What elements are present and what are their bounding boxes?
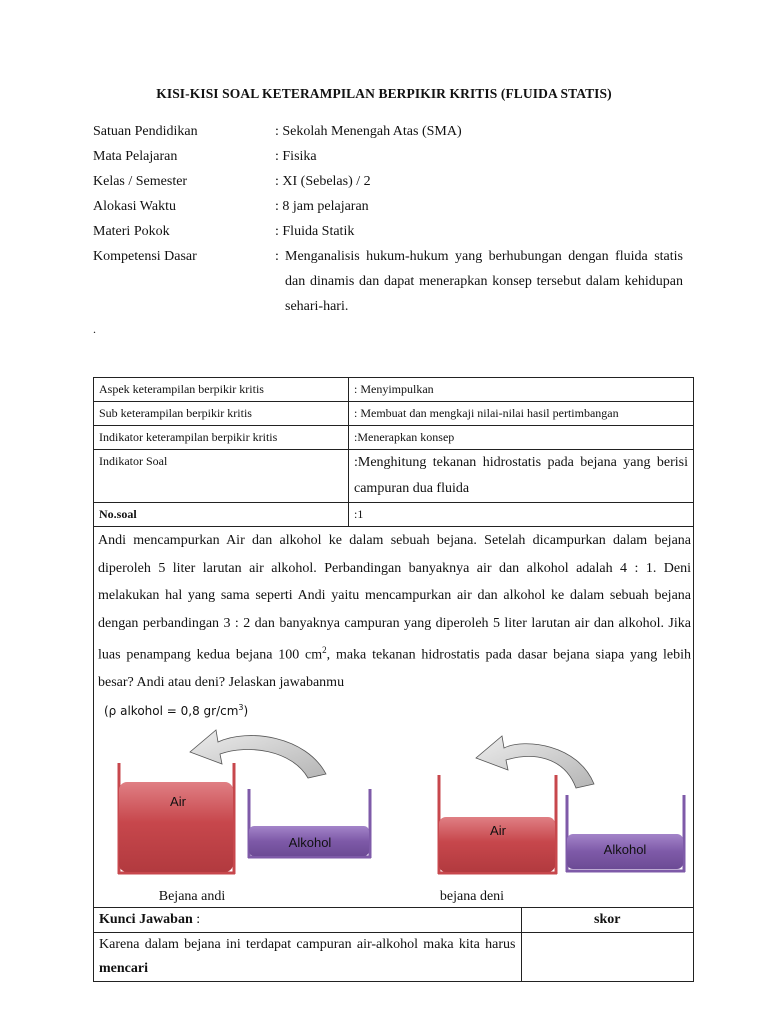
info-label: Alokasi Waktu [93,199,176,214]
info-row-alokasi [93,194,683,219]
score-cell [521,932,694,981]
row-label: Sub keterampilan berpikir kritis [94,402,349,426]
info-value: : Sekolah Menengah Atas (SMA) [275,124,462,139]
key-header-row [94,907,694,932]
info-row-materi [93,219,683,244]
stray-dot: . [93,322,96,336]
document-title: KISI-KISI SOAL KETERAMPILAN BERPIKIR KRITIS (FLUIDA STATIS) [156,86,612,101]
table-row [94,378,694,402]
answer-text: Karena dalam bejana ini terdapat campuran air-alkohol maka kita harus [99,936,516,952]
row-label: Indikator Soal [94,450,349,503]
right-alcohol-label: Alkohol [603,841,647,857]
info-value: : Fisika [275,149,317,164]
info-label: Mata Pelajaran [93,149,178,164]
formula-end: ) [243,703,249,718]
right-caption: bejana deni [439,888,505,904]
info-value: : 8 jam pelajaran [275,199,369,214]
key-answer-cell [94,932,522,981]
left-alcohol-label: Alkohol [288,834,332,850]
left-caption: Bejana andi [158,888,226,904]
info-block [93,119,683,319]
formula-sup: 3 [238,702,244,712]
info-value: Menganalisis hukum-hukum yang berhubungan dengan fluida statis dan dinamis dan dapat menerapkan konsep tersebut dalam kehidupan sehari-hari. [285,249,683,314]
question-row [94,527,694,908]
curved-arrow-icon [476,736,594,788]
info-row-mapel [93,144,683,169]
left-water-label: Air [170,793,186,809]
table-row [94,402,694,426]
row-value: :Menghitung tekanan hidrostatis pada bejana yang berisi campuran dua fluida [349,450,694,503]
info-value: : XI (Sebelas) / 2 [275,174,371,189]
vessel-figure [94,722,693,907]
question-cell [94,527,694,908]
density-formula [104,697,693,722]
row-label: Indikator keterampilan berpikir kritis [94,426,349,450]
info-label: Satuan Pendidikan [93,124,198,139]
info-colon: : [275,249,279,264]
key-label-suffix: : [192,911,201,927]
info-label: Materi Pokok [93,224,170,239]
question-text-a: Andi mencampurkan Air dan alkohol ke dalam sebuah bejana. Setelah dicampurkan dalam bejana diperoleh 5 liter larutan air alkohol. Perbandingan banyaknya air dan alkohol adalah 4 : 1. Deni melakukan hal yang sama seperti Andi yaitu mencampurkan air dan alkohol ke dalam sebuah bejana dengan perbandingan 3 : 2 dan banyaknya campuran yang diperoleh 5 liter larutan air dan alkohol. Jika luas penampang kedua bejana 100 cm [98,533,691,663]
table-row [94,426,694,450]
info-label: Kompetensi Dasar [93,249,197,264]
info-row-satuan [93,119,683,144]
kisi-table [93,377,694,982]
question-sup: 2 [322,645,327,655]
curved-arrow-icon [190,730,326,778]
table-row [94,450,694,503]
info-label: Kelas / Semester [93,174,188,189]
row-label: No.soal [94,503,349,527]
question-text [94,527,693,697]
answer-bold-text: mencari [99,960,148,976]
right-water-label: Air [490,822,506,838]
row-value: :1 [349,503,694,527]
vessel-diagram [94,722,694,907]
row-value: : Membuat dan mengkaji nilai-nilai hasil pertimbangan [349,402,694,426]
info-row-kompetensi [93,244,683,319]
info-row-kelas [93,169,683,194]
table-row [94,503,694,527]
row-value: :Menerapkan konsep [349,426,694,450]
key-label: Kunci Jawaban [99,911,193,927]
info-value: : Fluida Statik [275,224,355,239]
row-label: Aspek keterampilan berpikir kritis [94,378,349,402]
key-label-cell [94,907,522,932]
formula-main: (ρ alkohol = 0,8 gr/cm [104,703,239,718]
score-header: skor [521,907,694,932]
row-value: : Menyimpulkan [349,378,694,402]
key-answer-row [94,932,694,981]
question-text-b: , maka tekanan hidrostatis pada dasar bejana siapa yang lebih besar? Andi atau deni? Jelaskan jawabanmu [98,647,691,691]
